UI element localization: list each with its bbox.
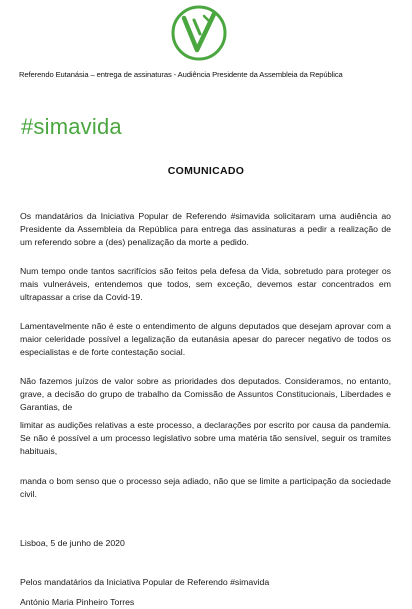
simavida-logo xyxy=(170,4,228,62)
hashtag-simavida: #simavida xyxy=(21,114,122,139)
paragraph-2: Num tempo onde tantos sacrifícios são feitos pela defesa da Vida, sobretudo para proteger os mais vulneráveis, entendemos que todos, sem exceção, devemos estar concentrados em ultrapassar a crise da Covid-19. xyxy=(20,266,391,303)
header-subject-line: Referendo Eutanásia – entrega de assinaturas - Audiência Presidente da Assembleia da República xyxy=(19,70,343,79)
paragraph-3: Lamentavelmente não é este o entendimento de alguns deputados que desejam aprovar com a maior celeridade possível a legalização da eutanásia apesar do parecer negativo de todos os especialistas e de forte contestação social. xyxy=(20,321,391,358)
paragraph-4: Não fazemos juízos de valor sobre as prioridades dos deputados. Consideramos, no entanto, grave, a decisão do grupo de trabalho da Comissão de Assuntos Constitucionais, Liberdades e Garantias, de xyxy=(20,376,391,413)
paragraph-5: limitar as audições relativas a este processo, a declarações por escrito por causa da pandemia. Se não é possível a um processo legislativo sobre uma matéria tão sensível, seguir os tramites habituais, xyxy=(20,420,391,457)
simavida-v-logo-icon xyxy=(170,4,228,62)
signature-line-1: Pelos mandatários da Iniciativa Popular de Referendo #simavida xyxy=(20,577,270,587)
document-date: Lisboa, 5 de junho de 2020 xyxy=(20,538,125,548)
signature-name: António Maria Pinheiro Torres xyxy=(20,597,135,607)
document-title: COMUNICADO xyxy=(167,165,245,177)
paragraph-1: Os mandatários da Iniciativa Popular de Referendo #simavida solicitaram uma audiência ao Presidente da Assembleia da República para entrega das assinaturas a pedir a realização de um referendo sobre a (des) penalização da morte a pedido. xyxy=(20,211,391,248)
paragraph-6: manda o bom senso que o processo seja adiado, não que se limite a participação da sociedade civil. xyxy=(20,476,391,500)
